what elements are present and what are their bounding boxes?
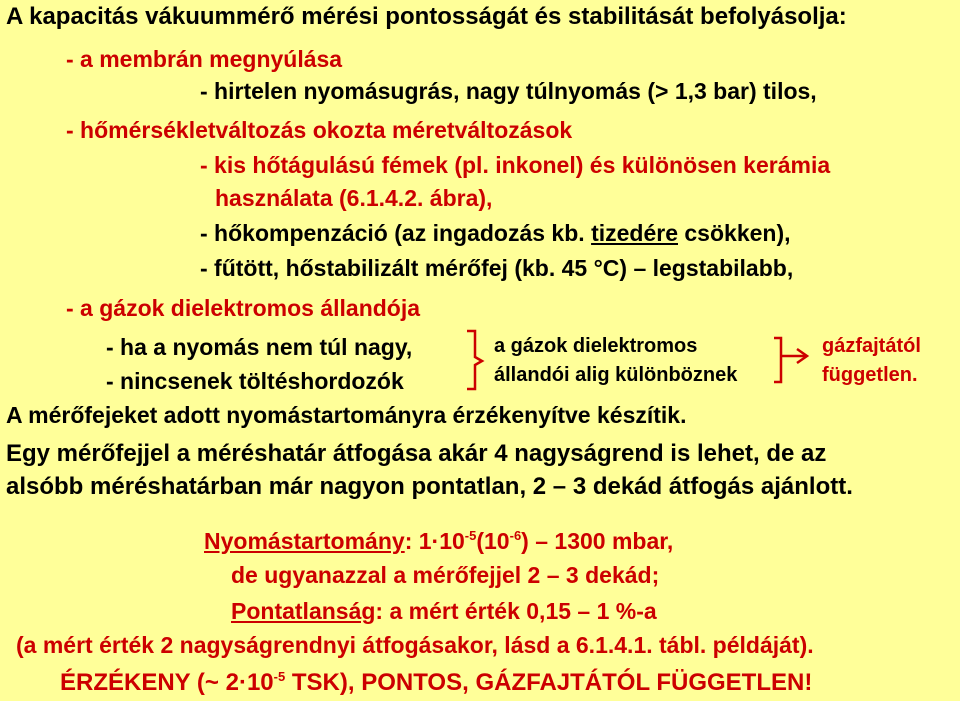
- summary-post: TSK), PONTOS, GÁZFAJTÁTÓL FÜGGETLEN!: [285, 669, 813, 696]
- gases-condition-2: - nincsenek töltéshordozók: [106, 368, 404, 394]
- gases-right-2: független.: [822, 364, 918, 386]
- range-exponent-2: -6: [509, 528, 522, 543]
- inaccuracy-line-1: [231, 600, 657, 623]
- gases-middle-2: állandói alig különböznek: [494, 364, 738, 386]
- temperature-line-3-pre: - hőkompenzáció (az ingadozás kb.: [200, 220, 592, 246]
- gases-middle-1: a gázok dielektromos: [494, 335, 698, 357]
- right-bracket-arrow: [771, 334, 813, 386]
- paragraph-1: A mérőfejeket adott nyomástartományra érzékenyítve készítik.: [6, 402, 687, 428]
- temperature-line-1: - kis hőtágulású fémek (pl. inkonel) és különösen kerámia: [200, 152, 831, 178]
- range-value-1: 1·10: [418, 528, 465, 554]
- left-brace: [465, 328, 487, 392]
- summary-line: [60, 671, 812, 695]
- temperature-line-3-underlined: tizedére: [591, 220, 678, 246]
- inaccuracy-label: Pontatlanság: [231, 598, 376, 624]
- gases-condition-1: - ha a nyomás nem túl nagy,: [106, 334, 413, 360]
- membrane-line: - hirtelen nyomásugrás, nagy túlnyomás (> 1,3 bar) tilos,: [200, 78, 817, 104]
- range-colon: :: [404, 528, 419, 554]
- temperature-line-4: - fűtött, hőstabilizált mérőfej (kb. 45 °C) – legstabilabb,: [200, 255, 794, 281]
- temperature-line-3-post: csökken),: [678, 220, 791, 246]
- range-line-2: de ugyanazzal a mérőfejjel 2 – 3 dekád;: [231, 562, 660, 588]
- temperature-heading: - hőmérsékletváltozás okozta méretváltozások: [66, 117, 573, 143]
- temperature-line-3: [200, 222, 791, 245]
- summary-exponent: -5: [273, 669, 286, 684]
- range-label: Nyomástartomány: [204, 528, 405, 554]
- page-title: A kapacitás vákuummérő mérési pontosságát és stabilitását befolyásolja:: [6, 3, 847, 30]
- temperature-line-2: használata (6.1.4.2. ábra),: [215, 185, 493, 211]
- inaccuracy-rest: : a mért érték 0,15 – 1 %-a: [375, 598, 657, 624]
- paragraph-2-line-2: alsóbb méréshatárban már nagyon pontatlan, 2 – 3 dekád átfogás ajánlott.: [6, 473, 853, 500]
- membrane-heading: - a membrán megnyúlása: [66, 46, 343, 72]
- gases-heading: - a gázok dielektromos állandója: [66, 295, 421, 321]
- range-line-1: [204, 530, 673, 553]
- summary-pre: ÉRZÉKENY (~ 2·10: [60, 669, 274, 696]
- inaccuracy-line-2: (a mért érték 2 nagyságrendnyi átfogásakor, lásd a 6.1.4.1. tábl. példáját).: [16, 632, 814, 658]
- gases-right-1: gázfajtától: [822, 335, 921, 357]
- range-exponent-1: -5: [464, 528, 477, 543]
- paragraph-2-line-1: Egy mérőfejjel a méréshatár átfogása akár 4 nagyságrend is lehet, de az: [6, 440, 827, 467]
- range-value-3: ) – 1300 mbar,: [521, 528, 674, 554]
- range-value-2: (10: [476, 528, 510, 554]
